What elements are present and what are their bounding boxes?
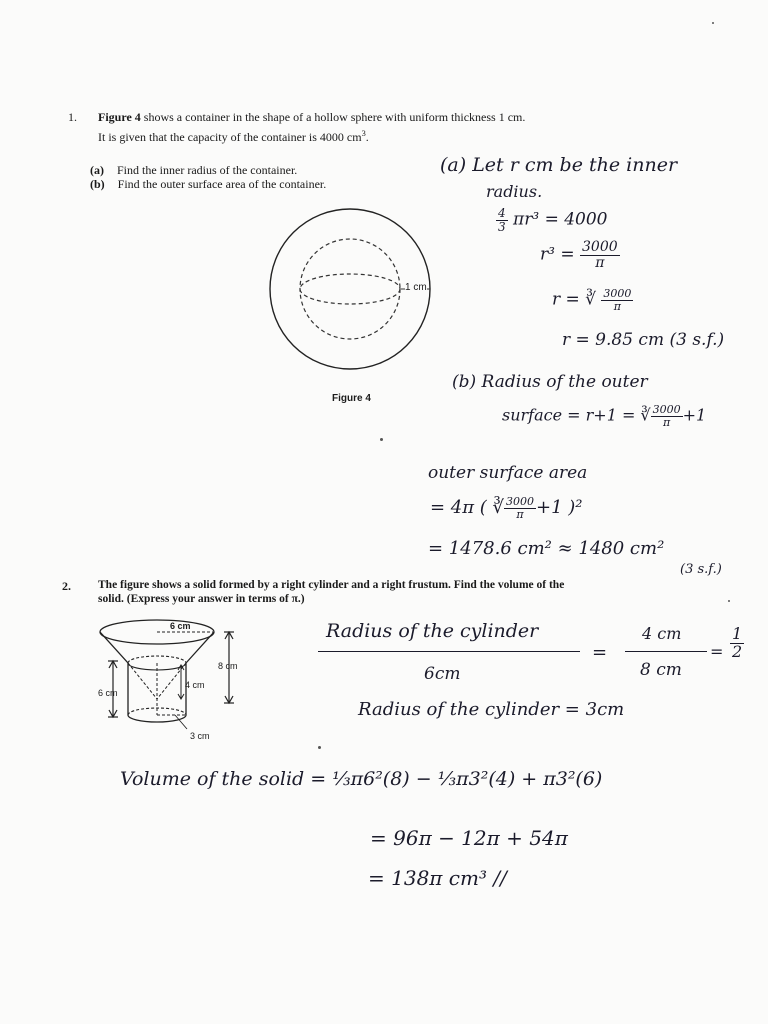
q1-line2: It is given that the capacity of the container is 4000 $cm^3$. [98,129,369,144]
q1-hw-b5: = 1478.6 cm² ≈ 1480 cm² [428,538,665,559]
q2-hw-radius: Radius of the cylinder = 3cm [358,699,625,720]
q1-hw-b2: surface = r+1 = ∛ $\frac{3000}{\pi}$ +1 [502,403,707,429]
q1-hw-b1: (b) Radius of the outer [452,372,648,392]
q2-hw-ratio-left-num: Radius of the cylinder [326,620,539,642]
q2-line2: solid. (Express your answer in terms of π.) [98,593,305,605]
q2-hw-ratio-eq2: = [710,642,724,661]
q2-number: 2. [62,579,71,593]
q2-line1: The figure shows a solid formed by a right cylinder and a right frustum. Find the volume of the [98,579,565,591]
q1-hw-b6: (3 s.f.) [680,562,722,577]
q2-hw-vol2: = 96π − 12π + 54π [370,826,568,850]
q2-hw-ratio-eq: = [592,642,608,663]
q1-hw-b3: outer surface area [428,463,588,483]
q2-hw-ratio-left-bar [318,651,580,652]
q2-hw-ratio-right-num: 4 cm [642,624,682,643]
q2-hw-vol3: = 138π cm³ // [368,866,507,890]
scan-speck [728,600,730,602]
q1-number: 1. [68,110,77,124]
figure-4-thickness-label: 1 cm [405,282,427,293]
q2-label-3cm: 3 cm [190,731,210,741]
q1-line1-text: shows a container in the shape of a hollow sphere with uniform thickness 1 cm. [143,110,526,124]
q1-part-b: (b) Find the outer surface area of the container. [90,177,327,191]
q2-label-6cm: 6 cm [98,688,118,698]
figure-4-sphere [258,207,448,387]
q1-hw-eq4: r = 9.85 cm (3 s.f.) [562,330,725,350]
scan-speck [318,746,321,749]
q2-hw-vol1: Volume of the solid = ⅓π6²(8) − ⅓π3²(4) + π3²(6) [120,768,603,790]
scan-speck [712,22,714,24]
q1-hw-a1: (a) Let r cm be the inner [440,154,678,176]
q2-hw-ratio-left-den: 6cm [424,664,461,684]
q2-label-8cm: 8 cm [218,661,238,671]
q2-label-top-6cm: 6 cm [170,621,191,631]
q1-figure-ref: Figure 4 [98,110,141,124]
q2-hw-ratio-half: $\frac{1}{2}$ [732,624,743,661]
q1-hw-eq1: $\frac{4}{3}$ πr³ = 4000 [498,206,608,234]
q2-hw-ratio-right-den: 8 cm [640,660,682,680]
q1-hw-eq2: r³ = $\frac{3000}{\pi}$ [540,239,618,271]
q1-hw-eq3: r = ∛ $\frac{3000}{\pi}$ [552,287,632,313]
q1-line1 [98,110,525,125]
q2-label-4cm: 4 cm [185,680,205,690]
q1-part-a: (a) Find the inner radius of the container. [90,163,298,177]
q1-hw-a2: radius. [486,182,543,201]
q1-hw-b4: = 4π ( ∛ $\frac{3000}{\pi}$ +1 )² [430,495,583,521]
figure-4-caption: Figure 4 [332,393,371,404]
scan-speck [380,438,383,441]
q2-hw-ratio-right-bar [625,651,707,652]
q2-solid-figure [95,615,255,740]
